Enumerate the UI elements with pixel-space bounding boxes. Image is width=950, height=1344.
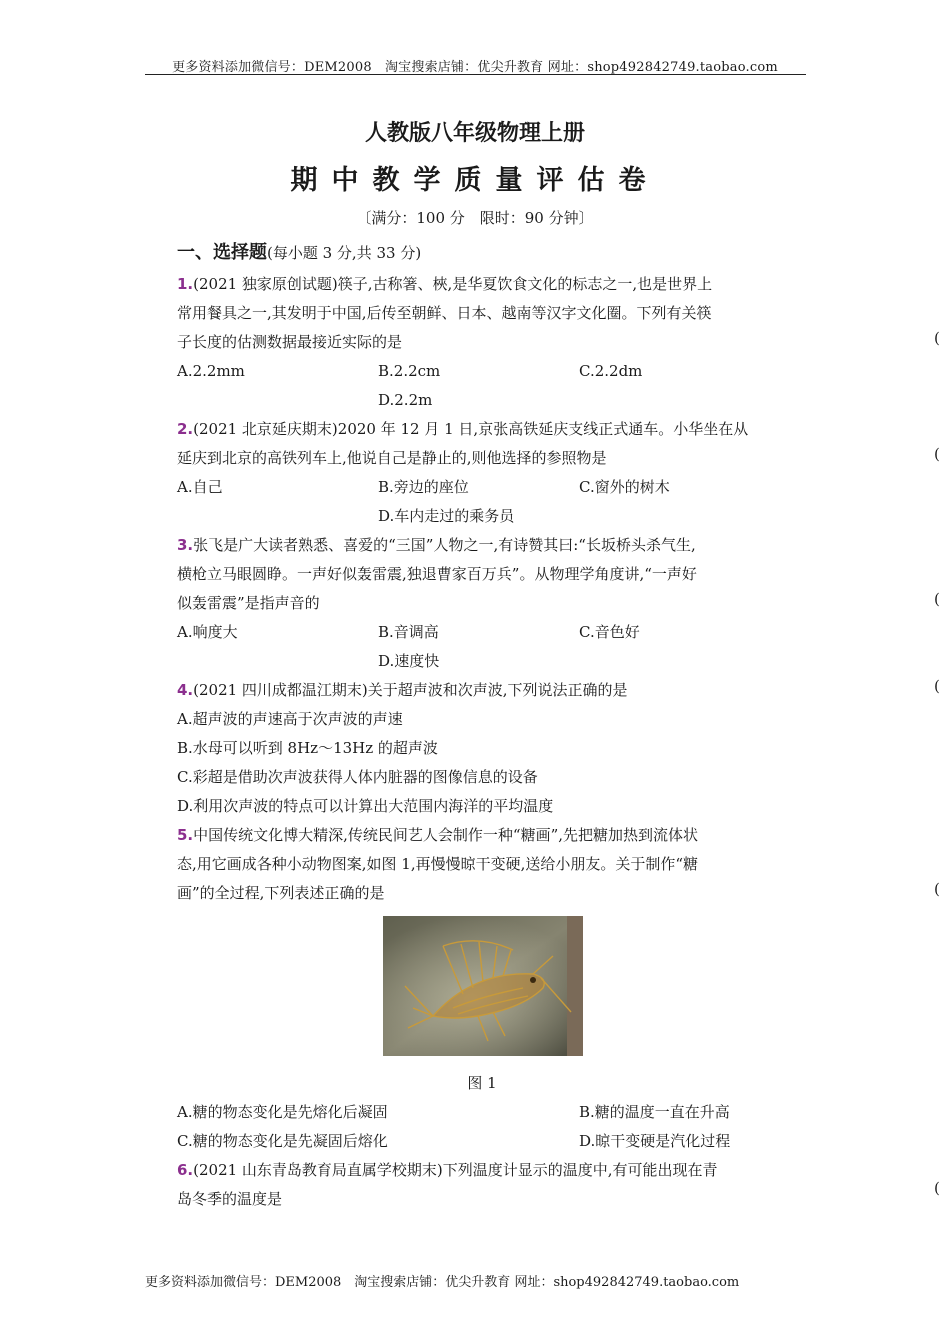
option-d: D.速度快 [378,652,440,670]
question-number: 1. [177,275,194,293]
question-number: 4. [177,681,194,699]
option-c: C.音色好 [579,623,640,641]
question-text: (2021 山东青岛教育局直属学校期末)下列温度计显示的温度中,有可能出现在青 [193,1161,718,1179]
option-b: B.旁边的座位 [378,478,469,496]
option-b: B.糖的温度一直在升高 [579,1103,730,1121]
question-list [177,270,787,1214]
question-number: 5. [177,826,194,844]
question-text: 态,用它画成各种小动物图案,如图 1,再慢慢晾干变硬,送给小朋友。关于制作“糖 [177,855,699,873]
question-1 [177,270,787,415]
option-b: B.2.2cm [378,362,441,380]
question-text: 延庆到北京的高铁列车上,他说自己是静止的,则他选择的参照物是 [177,449,607,467]
option-a: A.自己 [177,478,223,496]
question-number: 6. [177,1161,194,1179]
option-d: D.2.2m [378,391,433,409]
question-text: 中国传统文化博大精深,传统民间艺人会制作一种“糖画”,先把糖加热到流体状 [193,826,699,844]
exam-title: 期中教学质量评估卷 [290,165,660,196]
question-number: 3. [177,536,194,554]
sugar-painting-photo [383,916,583,1056]
question-text: (2021 独家原创试题)筷子,古称箸、梜,是华夏饮食文化的标志之一,也是世界上 [193,275,713,293]
answer-bracket: ( [934,590,940,608]
question-text: 张飞是广大读者熟悉、喜爱的“三国”人物之一,有诗赞其曰:“长坂桥头杀气生, [193,536,696,554]
question-text: 横枪立马眼圆睁。一声好似轰雷震,独退曹家百万兵”。从物理学角度讲,“一声好 [177,565,697,583]
answer-bracket: ( [934,1179,940,1197]
option-b: B.音调高 [378,623,439,641]
option-b: B.水母可以听到 8Hz～13Hz 的超声波 [177,739,438,757]
question-text: 画”的全过程,下列表述正确的是 [177,884,385,902]
option-c: C.糖的物态变化是先凝固后熔化 [177,1132,388,1150]
question-text: 似轰雷震”是指声音的 [177,594,320,612]
question-text: 岛冬季的温度是 [177,1190,283,1208]
section-note: (每小题 3 分,共 33 分) [267,244,422,262]
option-d: D.利用次声波的特点可以计算出大范围内海洋的平均温度 [177,797,554,815]
question-3 [177,531,787,676]
question-text: 子长度的估测数据最接近实际的是 [177,333,403,351]
answer-bracket: ( [934,880,940,898]
answer-bracket: ( [934,677,940,695]
book-title: 人教版八年级物理上册 [364,120,585,146]
option-a: A.响度大 [177,623,238,641]
question-2 [177,415,787,531]
option-a: A.2.2mm [177,362,245,380]
option-a: A.糖的物态变化是先熔化后凝固 [177,1103,388,1121]
answer-bracket: ( [934,329,940,347]
page-header: 更多资料添加微信号：DEM2008 淘宝搜索店铺：优尖升教育 网址：shop492842749.taobao.com [172,60,778,75]
exam-meta: 〔满分：100 分 限时：90 分钟〕 [356,209,594,227]
page-footer: 更多资料添加微信号：DEM2008 淘宝搜索店铺：优尖升教育 网址：shop492842749.taobao.com [145,1275,740,1290]
question-number: 2. [177,420,194,438]
question-5 [177,821,787,1156]
header-rule [145,74,806,75]
question-4 [177,676,787,821]
section-heading [177,238,421,264]
option-c: C.2.2dm [579,362,643,380]
question-text: (2021 四川成都温江期末)关于超声波和次声波,下列说法正确的是 [193,681,628,699]
answer-bracket: ( [934,445,940,463]
section-title: 一、选择题 [177,242,267,263]
question-6 [177,1156,787,1214]
option-c: C.窗外的树木 [579,478,670,496]
option-a: A.超声波的声速高于次声波的声速 [177,710,403,728]
option-d: D.晾干变硬是汽化过程 [579,1132,731,1150]
option-d: D.车内走过的乘务员 [378,507,515,525]
sugar-fish-image [383,916,583,1056]
figure-caption: 图 1 [467,1074,497,1092]
option-c: C.彩超是借助次声波获得人体内脏器的图像信息的设备 [177,768,538,786]
question-text: 常用餐具之一,其发明于中国,后传至朝鲜、日本、越南等汉字文化圈。下列有关筷 [177,304,712,322]
question-text: (2021 北京延庆期末)2020 年 12 月 1 日,京张高铁延庆支线正式通车。小华坐在从 [193,420,749,438]
